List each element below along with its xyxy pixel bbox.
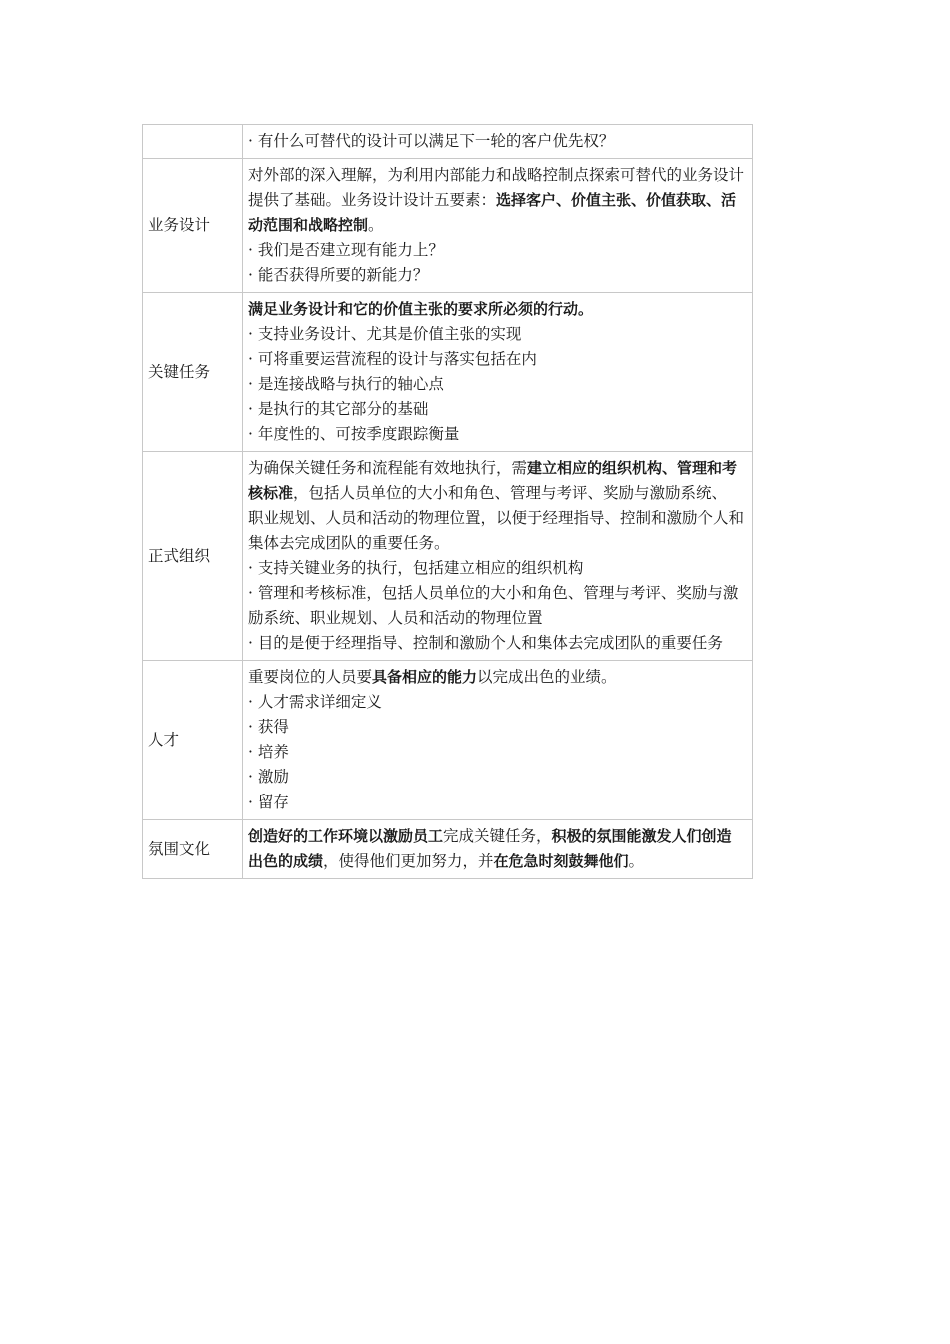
content-line	[248, 347, 746, 372]
row-label-cell	[143, 820, 243, 879]
table-row	[143, 293, 753, 452]
row-content-cell	[243, 820, 753, 879]
body-text: · 能否获得所要的新能力？	[248, 266, 429, 284]
content-line	[248, 790, 746, 815]
row-label-cell	[143, 452, 243, 661]
table-row	[143, 125, 753, 159]
content-line	[248, 422, 746, 447]
content-line	[248, 163, 746, 238]
content-line	[248, 297, 746, 322]
body-text: ，包括人员单位的大小和角色、管理与考评、奖励与激励系统、 职业规划、人员和活动的物理位置，以便于经理指导、控制和激励个人和集体去完成团队的重要任务。	[248, 484, 745, 552]
table-row	[143, 661, 753, 820]
content-line	[248, 238, 746, 263]
body-text: 对外部的深入理解，为利用内部能力和战略控制点探索可替代的业务设计提供了基础。业务设计设计五要素：	[248, 166, 745, 209]
content-table	[142, 124, 753, 879]
body-text: 。	[368, 216, 384, 234]
row-content-cell	[243, 125, 753, 159]
emphasis-text: 积极的氛围能激发人们创造出色的成绩	[248, 827, 732, 870]
row-content-cell	[243, 452, 753, 661]
body-text: 。	[628, 852, 645, 870]
body-text: · 留存	[248, 793, 289, 811]
content-line	[248, 824, 746, 874]
content-line	[248, 372, 746, 397]
body-text: · 年度性的、可按季度跟踪衡量	[248, 425, 460, 443]
emphasis-text: 建立相应的组织机构、管理和考核标准	[248, 459, 738, 502]
emphasis-text: 满足业务设计和它的价值主张的要求所必须的行动。	[248, 300, 594, 318]
body-text: · 获得	[248, 718, 289, 736]
body-text: · 可将重要运营流程的设计与落实包括在内	[248, 350, 537, 368]
content-line	[248, 665, 746, 690]
row-label-cell	[143, 293, 243, 452]
table-row	[143, 159, 753, 293]
table-row	[143, 820, 753, 879]
row-content-cell	[243, 159, 753, 293]
body-text: · 是执行的其它部分的基础	[248, 400, 429, 418]
body-text: · 我们是否建立现有能力上？	[248, 241, 444, 259]
content-line	[248, 765, 746, 790]
body-text: · 支持关键业务的执行，包括建立相应的组织机构	[248, 559, 584, 577]
row-label-cell	[143, 159, 243, 293]
body-text: 以完成出色的业绩。	[477, 668, 617, 686]
body-text: 为确保关键任务和流程能有效地执行，需	[248, 459, 528, 477]
row-label: 正式组织	[148, 546, 211, 565]
content-line	[248, 456, 746, 556]
row-label: 人才	[148, 730, 180, 749]
row-label-cell	[143, 661, 243, 820]
content-line	[248, 129, 746, 154]
row-content-cell	[243, 661, 753, 820]
emphasis-text: 创造好的工作环境以激励员工	[248, 827, 444, 845]
body-text: · 是连接战略与执行的轴心点	[248, 375, 444, 393]
body-text: · 支持业务设计、尤其是价值主张的实现	[248, 325, 522, 343]
emphasis-text: 在危急时刻鼓舞他们	[493, 852, 629, 870]
content-line	[248, 556, 746, 581]
body-text: · 培养	[248, 743, 289, 761]
content-line	[248, 322, 746, 347]
row-label: 业务设计	[148, 216, 211, 234]
content-line	[248, 263, 746, 288]
row-label: 氛围文化	[148, 839, 211, 858]
body-text: · 管理和考核标准，包括人员单位的大小和角色、管理与考评、奖励与激励系统、职业规划、人员和活动的物理位置	[248, 584, 739, 627]
content-line	[248, 397, 746, 422]
emphasis-text: 选择客户、价值主张、价值获取、活动范围和战略控制	[248, 191, 737, 234]
table-row	[143, 452, 753, 661]
body-text: · 人才需求详细定义	[248, 693, 382, 711]
content-line	[248, 715, 746, 740]
content-line	[248, 740, 746, 765]
body-text: 完成关键任务，	[443, 827, 552, 845]
body-text: ，使得他们更加努力，并	[323, 852, 494, 870]
body-text: · 有什么可替代的设计可以满足下一轮的客户优先权？	[248, 132, 615, 150]
row-content-cell	[243, 293, 753, 452]
body-text: · 激励	[248, 768, 289, 786]
row-label: 关键任务	[148, 362, 211, 381]
content-line	[248, 631, 746, 656]
body-text: 重要岗位的人员要	[248, 668, 373, 686]
table-body	[143, 125, 753, 879]
content-line	[248, 581, 746, 631]
row-label-cell	[143, 125, 243, 159]
content-line	[248, 690, 746, 715]
emphasis-text: 具备相应的能力	[372, 668, 478, 686]
body-text: · 目的是便于经理指导、控制和激励个人和集体去完成团队的重要任务	[248, 634, 723, 652]
